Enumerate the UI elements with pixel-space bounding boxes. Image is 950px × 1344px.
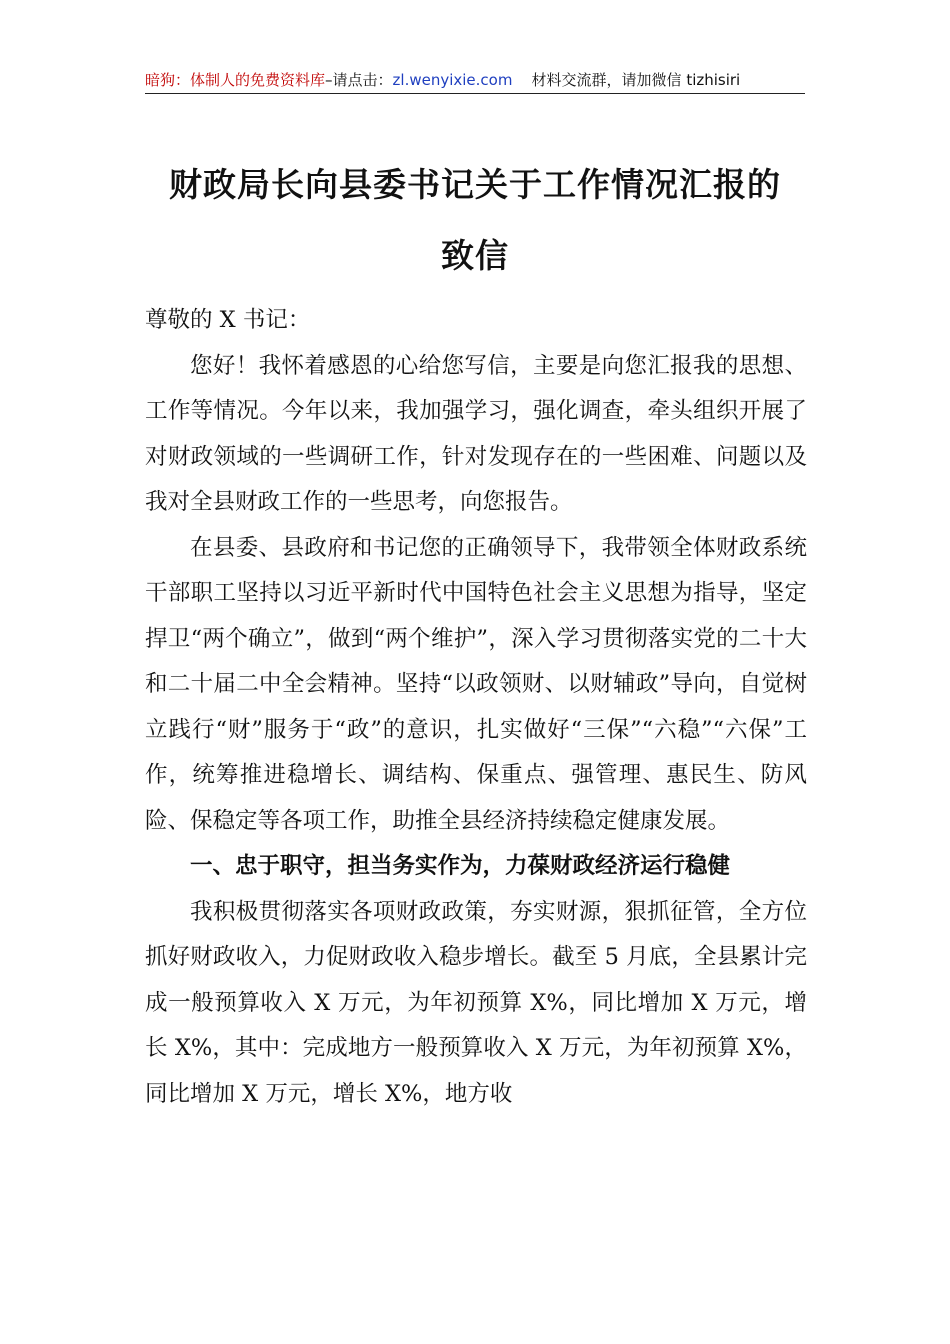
document-title-line1: 财政局长向县委书记关于工作情况汇报的 [169,165,781,204]
header-contact-text: 材料交流群，请加微信 tizhisiri [531,71,741,89]
header-click-text: –请点击： [325,71,393,89]
salutation: 尊敬的 X 书记： [145,307,311,333]
document-body [145,298,807,1117]
header-ad-text: 暗狗：体制人的免费资料库 [145,71,326,89]
paragraph-revenue: 我积极贯彻落实各项财政政策，夯实财源，狠抓征管，全方位抓好财政收入，力促财政收入稳步增长。截至 5 月底，全县累计完成一般预算收入 X 万元，为年初预算 X%，同比增加 X 万元，增长 X%，其中：完成地方一般预算收入 X 万元，为年初预算 X%，同比增加 X 万元，增长 X%，地方收 [145,898,807,1107]
section-heading-1: 一、忠于职守，担当务实作为，力葆财政经济运行稳健 [190,853,731,879]
paragraph-leadership: 在县委、县政府和书记您的正确领导下，我带领全体财政系统干部职工坚持以习近平新时代中国特色社会主义思想为指导，坚定捍卫“两个确立”，做到“两个维护”，深入学习贯彻落实党的二十大和二十届二中全会精神。坚持“以政领财、以财辅政”导向，自觉树立践行“财”服务于“政”的意识，扎实做好“三保”“六稳”“六保”工作，统筹推进稳增长、调结构、保重点、强管理、惠民生、防风险、保稳定等各项工作，助推全县经济持续稳定健康发展。 [145,534,807,834]
header-url-link[interactable]: zl.wenyixie.com [392,71,513,89]
header-divider [145,93,805,94]
paragraph-greeting: 您好！我怀着感恩的心给您写信，主要是向您汇报我的思想、工作等情况。今年以来，我加强学习，强化调查，牵头组织开展了对财政领域的一些调研工作，针对发现存在的一些困难、问题以及我对全县财政工作的一些思考，向您报告。 [145,352,807,515]
document-title-line2: 致信 [441,236,509,275]
page-header [145,70,805,90]
